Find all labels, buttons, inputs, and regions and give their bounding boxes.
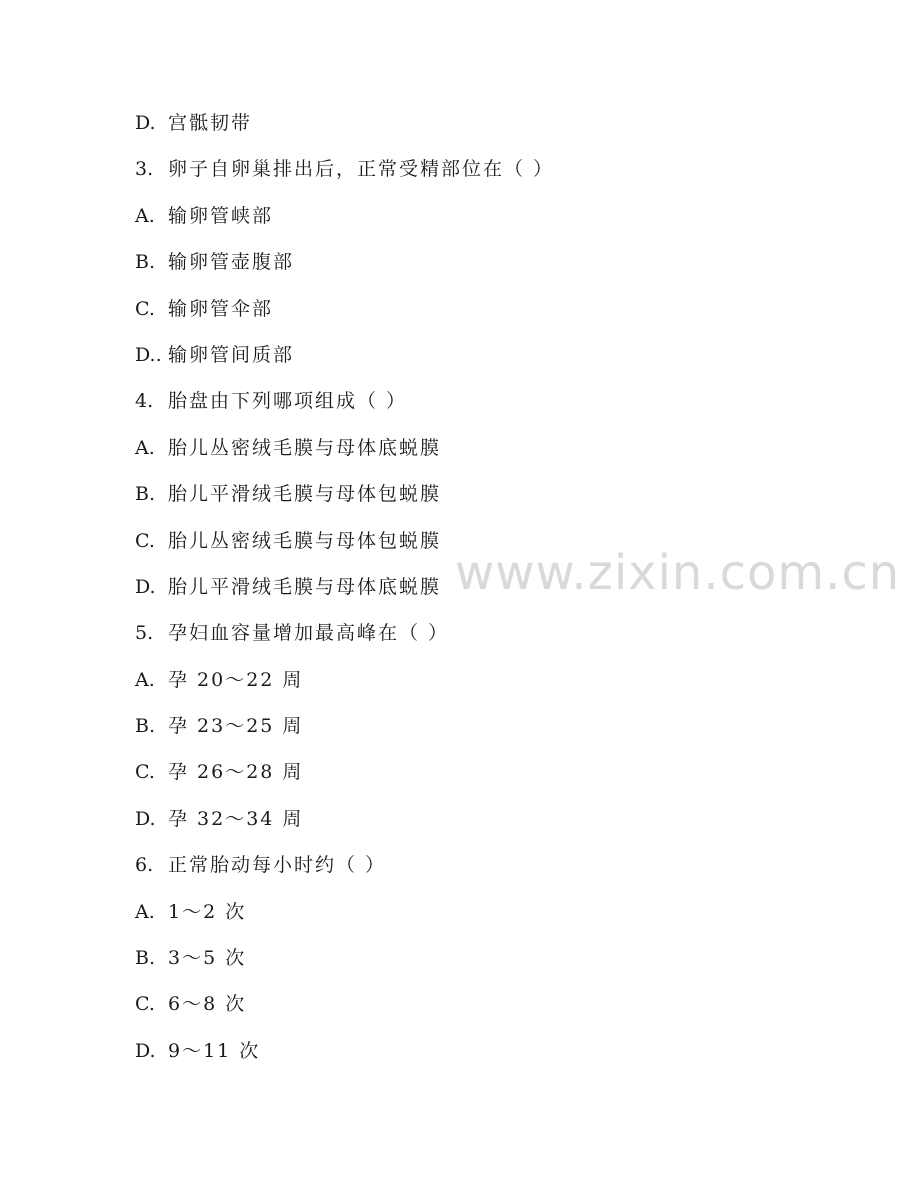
option-label: A. <box>135 900 155 923</box>
option-label: D. <box>135 1039 156 1062</box>
option-text: 输卵管峡部 <box>168 204 274 227</box>
option-a-q6 <box>135 895 855 941</box>
option-label: D. <box>135 807 156 830</box>
question-text: 正常胎动每小时约（ ） <box>168 854 387 877</box>
option-c-q3 <box>135 292 855 338</box>
option-label: D. <box>135 112 156 134</box>
option-label: A. <box>135 668 155 691</box>
option-label: B. <box>135 947 156 970</box>
option-label: C. <box>135 993 155 1016</box>
option-text: 1～2 次 <box>168 900 247 923</box>
option-label: B. <box>135 251 156 274</box>
option-d-q3 <box>135 338 855 384</box>
option-label: D.. <box>135 343 162 366</box>
option-text: 孕 32～34 周 <box>168 807 304 830</box>
option-text: 输卵管间质部 <box>168 343 295 366</box>
option-text: 胎儿平滑绒毛膜与母体包蜕膜 <box>168 483 442 506</box>
watermark: www.zixin.com.cn <box>455 545 901 601</box>
option-a-q5 <box>135 663 855 709</box>
option-label: C. <box>135 297 155 320</box>
option-a-q3 <box>135 199 855 245</box>
option-text: 孕 20～22 周 <box>168 668 304 691</box>
option-text: 输卵管壶腹部 <box>168 251 295 274</box>
option-d-q5 <box>135 802 855 848</box>
option-text: 6～8 次 <box>168 993 247 1016</box>
question-number: 3. <box>135 158 154 181</box>
option-b-q5 <box>135 709 855 755</box>
question-number: 5. <box>135 622 154 645</box>
option-d-q6 <box>135 1034 855 1080</box>
option-label: D. <box>135 575 156 598</box>
option-c-q4 <box>135 524 855 570</box>
option-text: 胎儿平滑绒毛膜与母体底蜕膜 <box>168 575 442 598</box>
question-list <box>135 106 855 1080</box>
option-a-q4 <box>135 431 855 477</box>
question-5 <box>135 616 855 662</box>
option-label: C. <box>135 761 155 784</box>
question-text: 胎盘由下列哪项组成（ ） <box>168 390 408 413</box>
option-c-q6 <box>135 987 855 1033</box>
question-text: 孕妇血容量增加最高峰在（ ） <box>168 622 450 645</box>
question-4 <box>135 384 855 430</box>
option-b-q6 <box>135 941 855 987</box>
option-text: 输卵管伞部 <box>168 297 274 320</box>
option-text: 9～11 次 <box>168 1039 261 1062</box>
question-6 <box>135 848 855 894</box>
option-label: C. <box>135 529 155 552</box>
option-b-q4 <box>135 477 855 523</box>
question-3 <box>135 152 855 198</box>
question-text: 卵子自卵巢排出后，正常受精部位在（ ） <box>168 158 555 181</box>
option-c-q5 <box>135 755 855 801</box>
option-label: A. <box>135 436 155 459</box>
option-b-q3 <box>135 245 855 291</box>
option-text: 孕 26～28 周 <box>168 761 304 784</box>
option-label: B. <box>135 715 156 738</box>
option-text: 宫骶韧带 <box>168 112 253 134</box>
question-number: 4. <box>135 390 154 413</box>
option-label: A. <box>135 204 155 227</box>
option-text: 孕 23～25 周 <box>168 715 304 738</box>
option-label: B. <box>135 483 156 506</box>
option-d-q4 <box>135 570 855 616</box>
option-text: 胎儿丛密绒毛膜与母体包蜕膜 <box>168 529 442 552</box>
option-d-q2 <box>135 106 855 152</box>
option-text: 胎儿丛密绒毛膜与母体底蜕膜 <box>168 436 442 459</box>
option-text: 3～5 次 <box>168 947 247 970</box>
question-number: 6. <box>135 854 154 877</box>
